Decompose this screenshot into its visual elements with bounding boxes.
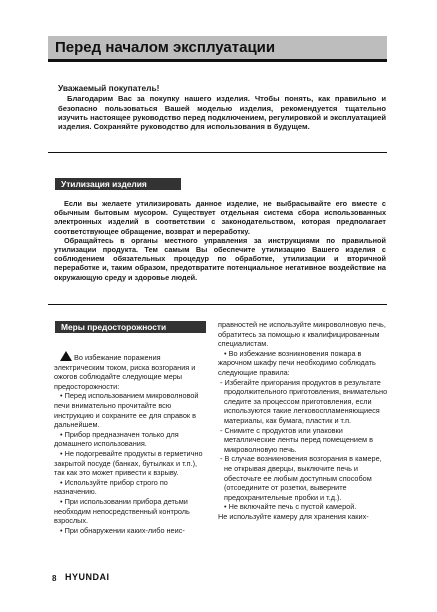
intro-greeting: Уважаемый покупатель! (58, 83, 160, 93)
precaution-item: • Во избежание возникновения пожара в жарочном шкафу печи необходимо соблюдать следующие правила: (218, 348, 376, 377)
warning-text: Во избежание поражения электрическим током, риска возгорания и ожогов соблюдайте следующие меры предосторожности: (54, 353, 196, 391)
page-header (48, 36, 387, 62)
precaution-item: • Не включайте печь с пустой камерой. (224, 502, 357, 512)
precautions-right-column (218, 320, 388, 521)
precaution-item: правностей не используйте микроволновую печь, обратитесь за помощью к квалифицированным специалистам. (218, 320, 386, 349)
precaution-subitem: - В случае возникновения возгорания в камере, не открывая дверцы, выключите печь и обесточьте ее любым доступным способом (отсоедините от розетки, выверните предохранительные пробки и т.д.). (220, 454, 382, 502)
precaution-item: • Не подогревайте продукты в герметично закрытой посуде (банках, бутылках и т.п.), так как это может привести к взрыву. (54, 448, 203, 478)
brand-logo: HYUNDAI (65, 572, 110, 582)
precautions-left-column (54, 351, 207, 535)
precaution-subitem: - Избегайте пригорания продуктов в результате продолжительного приготовления, внимательно следите за процессом приготовления, если используются такие легковоспламеняющиеся материалы, как бумага, пластик и т.п. (220, 377, 388, 425)
divider (48, 152, 387, 153)
precaution-item: • При использовании прибора детьми необходим непосредственный контроль взрослых. (54, 496, 190, 526)
page-title: Перед началом эксплуатации (55, 39, 276, 56)
utilization-paragraph: Если вы желаете утилизировать данное изделие, не выбрасывайте его вместе с обычным бытовым мусором. Существует отдельная система сбора использованных электронных изделий в соответствии с законодательством, которая предполагает соответствующее обращение, возврат и переработку. (54, 199, 386, 236)
precaution-item: • Используйте прибор строго по назначению. (54, 477, 168, 497)
divider (48, 304, 387, 305)
precaution-item: Не используйте камеру для хранения каких- (218, 511, 369, 521)
utilization-section (54, 199, 386, 282)
warning-paragraph (54, 351, 207, 391)
precautions-heading: Меры предосторожности (55, 321, 206, 333)
warning-icon (60, 351, 72, 361)
precaution-subitem: - Снимите с продуктов или упаковки металлические ленты перед помещением в микроволновую печь. (220, 425, 373, 454)
utilization-paragraph: Обращайтесь в органы местного управления за инструкциями по правильной утилизации продукта. Тем самым Вы обеспечите утилизацию Вашего изделия с соблюдением обязательных процедур по обработке, утилизации и вторичной переработке и, таким образом, предотвратите потенциальное негативное воздействие на окружающую среду и здоровье людей. (54, 235, 386, 282)
utilization-heading: Утилизация изделия (55, 178, 181, 190)
intro-section (58, 84, 386, 131)
precaution-item: • Перед использованием микроволновой печи внимательно прочитайте всю инструкцию и сохраните ее для справок в дальнейшем. (54, 391, 199, 430)
precaution-item: • Прибор предназначен только для домашнего использования. (54, 429, 179, 449)
page-number: 8 (52, 574, 57, 583)
precaution-item: • При обнаружении каких-либо неис- (60, 525, 185, 535)
intro-text: Благодарим Вас за покупку нашего изделия. Чтобы понять, как правильно и безопасно пользоваться Вашей моделью изделия, рекомендуется тщательно изучить настоящее руководство перед подключением, регулировкой и эксплуатацией изделия. Сохраняйте руководство для использования в будущем. (58, 94, 386, 132)
